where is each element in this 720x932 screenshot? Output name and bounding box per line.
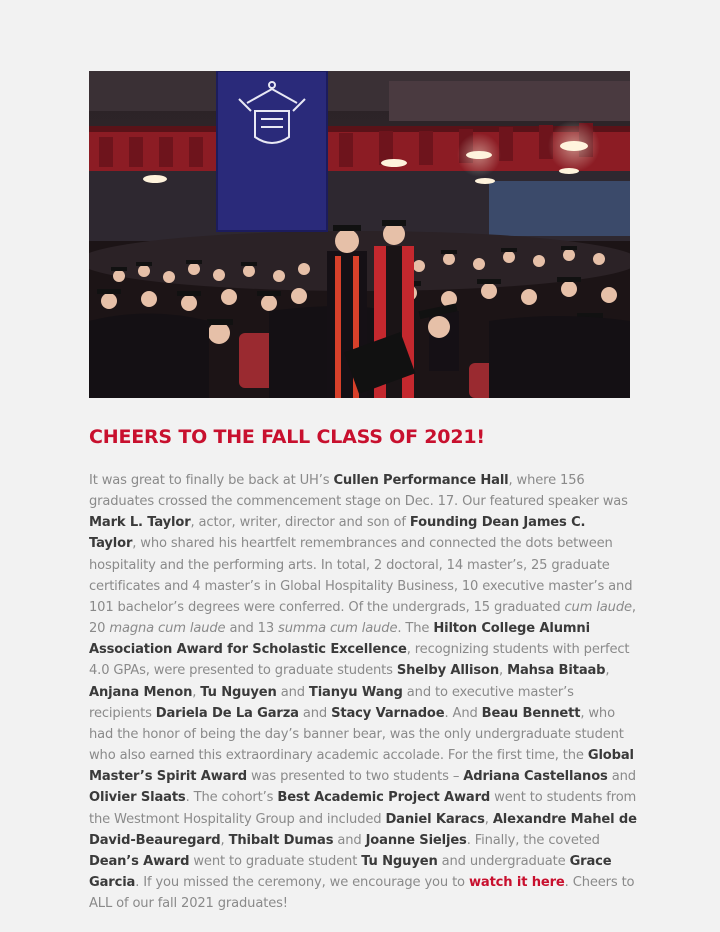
speaker-name: Mark L. Taylor	[89, 515, 191, 531]
text-run: , where 156 graduates crossed the commencement stage on Dec. 17. Our featured speaker was	[89, 473, 628, 510]
text-run: and	[333, 832, 366, 848]
watch-it-here-link[interactable]: watch it here	[468, 874, 565, 890]
recipient-name: Tu Nguyen	[361, 853, 438, 869]
commencement-photo	[89, 71, 630, 398]
recipient-name: Mahsa Bitaab	[507, 663, 606, 679]
honor-term: cum laude	[564, 599, 632, 615]
recipient-name: Daniel Karacs	[385, 811, 485, 827]
recipient-name: Adriana Castellanos	[463, 769, 608, 785]
text-run: . And	[444, 705, 482, 721]
text-run: , actor, writer, director and son of	[190, 515, 410, 531]
text-run: . The	[397, 621, 434, 637]
text-run: ,	[192, 684, 201, 700]
article-headline: CHEERS TO THE FALL CLASS OF 2021!	[89, 426, 485, 448]
text-run: . The cohort’s	[185, 790, 278, 806]
text-run: , who had the honor of being the day’s banner bear, was the only undergraduate student who also earned this extraordinary academic accolade. For the first time, the	[89, 705, 624, 764]
recipient-name: Anjana Menon	[89, 684, 193, 700]
text-run: and 13	[225, 621, 279, 637]
founding-dean-name: Founding Dean James C. Taylor	[89, 515, 586, 552]
recipient-name: Shelby Allison	[396, 663, 500, 679]
recipient-name: Beau Bennett	[481, 705, 581, 721]
recipient-name: Joanne Sieljes	[365, 832, 467, 848]
award-name: Global Master’s Spirit Award	[89, 748, 634, 785]
text-run: and to executive master’s recipients	[89, 684, 574, 721]
recipient-name: Dariela De La Garza	[155, 705, 299, 721]
text-run: . Finally, the coveted	[466, 832, 600, 848]
recipient-name: Thibalt Dumas	[228, 832, 334, 848]
text-run: ,	[605, 663, 610, 679]
award-name: Hilton College Alumni Association Award for Scholastic Excellence	[89, 621, 590, 658]
text-run: went to students from the Westmont Hospitality Group and included	[89, 790, 637, 827]
text-run: and	[276, 684, 309, 700]
article-body	[89, 470, 637, 914]
text-run: ,	[484, 811, 493, 827]
text-run: ,	[499, 663, 508, 679]
award-name: Dean’s Award	[89, 853, 190, 869]
award-name: Best Academic Project Award	[277, 790, 491, 806]
text-run: It was great to finally be back at UH’s	[89, 473, 334, 488]
recipient-name: Tu Nguyen	[200, 684, 277, 700]
recipient-name: Olivier Slaats	[89, 790, 186, 806]
recipient-name: Stacy Varnadoe	[331, 705, 445, 721]
text-run: and undergraduate	[437, 853, 570, 869]
text-run: , 20	[89, 599, 636, 637]
text-run: , recognizing students with perfect 4.0 GPAs, were presented to graduate students	[89, 642, 630, 679]
text-run: , who shared his heartfelt remembrances and connected the dots between hospitality and the performing arts. In total, 2 doctoral, 14 master’s, 25 graduate certificates and 4 master’s in Global Hospitality Business, 10 executive master’s and 101 bachelor’s degrees were conferred. Of the undergrads, 15 graduated	[89, 536, 633, 615]
recipient-name: Tianyu Wang	[308, 684, 403, 700]
text-run: was presented to two students –	[246, 769, 464, 785]
text-run: . Cheers to ALL of our fall 2021 graduates!	[89, 874, 635, 912]
text-run: went to graduate student	[189, 853, 362, 869]
honor-term: magna cum laude	[109, 621, 226, 637]
honor-term: summa cum laude	[278, 621, 398, 637]
text-run: ,	[220, 832, 229, 848]
university-banner	[217, 71, 327, 231]
recipient-name: Alexandre Mahel de David-Beauregard	[89, 811, 637, 848]
venue-name: Cullen Performance Hall	[333, 473, 509, 488]
text-run: . If you missed the ceremony, we encourage you to	[135, 874, 469, 890]
text-run: and	[607, 769, 636, 785]
recipient-name: Grace Garcia	[89, 853, 612, 890]
text-run: and	[298, 705, 332, 721]
